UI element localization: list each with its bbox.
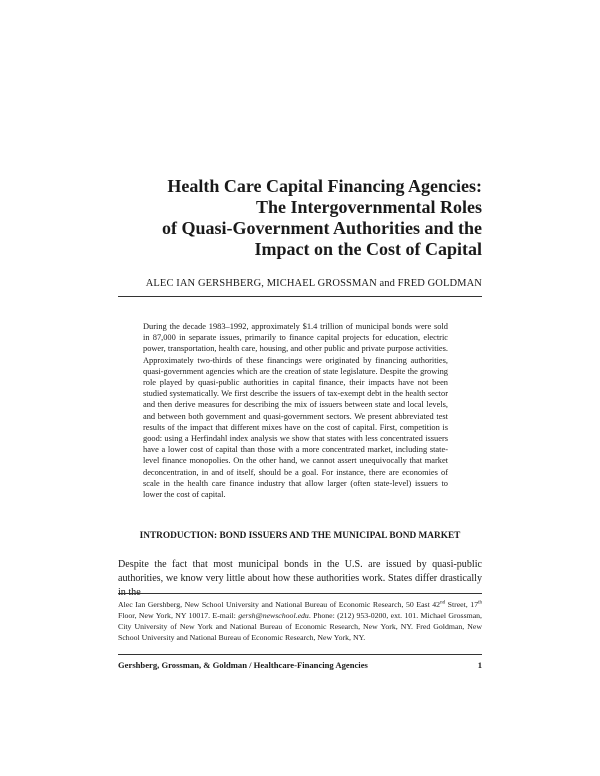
title-line-2: The Intergovernmental Roles	[256, 197, 482, 217]
paper-title	[110, 176, 482, 260]
author-affiliation-footnote	[118, 599, 482, 643]
footnote-divider	[118, 593, 482, 594]
author-list: ALEC IAN GERSHBERG, MICHAEL GROSSMAN and FRED GOLDMAN	[145, 278, 482, 289]
title-line-4: Impact on the Cost of Capital	[254, 239, 482, 259]
page-number: 1	[477, 660, 482, 670]
abstract: During the decade 1983–1992, approximately $1.4 trillion of municipal bonds were sold in 87,000 in separate issues, primarily to finance capital projects for education, electric power, transportation, health care, housing, and other public and private purpose activities. Approximately two-thirds of these financings were originated by financing authorities, quasi-government agencies which are the creation of state legislature. Despite the growing role played by quasi-public authorities in capital finance, their impacts have not been studied systematically. We first describe the issuers of tax-exempt debt in the health sector and then derive measures for describing the mix of issuers between state and local levels, and between both government and quasi-government sectors. We present abbreviated test results of the impact that different mixes have on the cost of capital. First, competition is good: using a Herfindahl index analysis we show that states with less concentrated issuers have a lower cost of capital than those with a more concentrated market, including state-level finance monopolies. On the other hand, we cannot assert unequivocally that market deconcentration, in and of itself, should be a goal. For instance, there are economies of scale in the health care finance industry that allow larger (often state-level) issuers to lower the cost of capital.	[143, 322, 448, 500]
footnote-text-4: . Phone: (212) 953-0200, ext. 101. Michael Grossman, City University of New York and National Bureau of Economic Research, New York, NY. Fred Goldman, New School University and National Bureau of Economic Research, New York, NY.	[118, 611, 482, 642]
footnote-text-1: Alec Ian Gershberg, New School University and National Bureau of Economic Research, 50 East 42	[118, 600, 441, 609]
footnote-email: gersh@newschool.edu	[238, 611, 309, 620]
author-divider	[118, 296, 482, 297]
footer-divider	[118, 654, 482, 655]
footnote-text-2: Street, 17	[445, 600, 479, 609]
footnote-superscript-nd: nd	[440, 600, 446, 606]
footnote-superscript-th: th	[478, 600, 482, 606]
section-heading: INTRODUCTION: BOND ISSUERS AND THE MUNICIPAL BOND MARKET	[139, 531, 461, 541]
running-footer: Gershberg, Grossman, & Goldman / Healthcare-Financing Agencies	[118, 660, 368, 670]
title-line-1: Health Care Capital Financing Agencies:	[167, 176, 482, 196]
body-paragraph: Despite the fact that most municipal bonds in the U.S. are issued by quasi-public authorities, we know very little about how these authorities work. States differ drastically in the	[118, 559, 482, 598]
title-line-3: of Quasi-Government Authorities and the	[161, 218, 482, 238]
footnote-text-3: Floor, New York, NY 10017. E-mail:	[118, 611, 239, 620]
